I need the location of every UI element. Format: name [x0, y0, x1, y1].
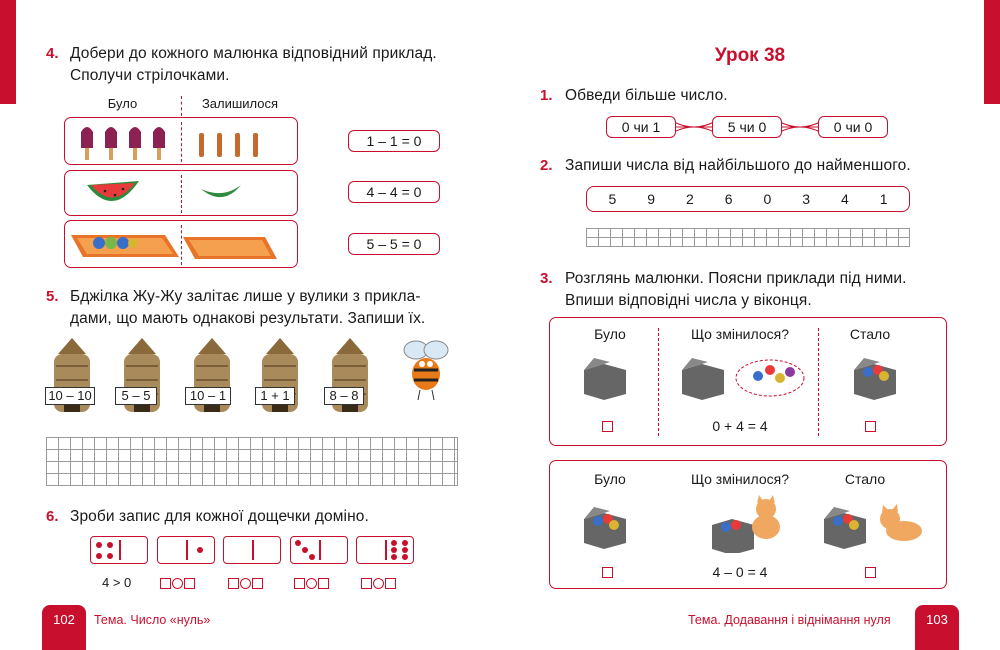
task4-number: 4.: [46, 45, 59, 62]
domino-5[interactable]: [356, 536, 414, 564]
panel1-before-box[interactable]: [602, 421, 613, 432]
panel1-changed-label: Що змінилося?: [691, 326, 789, 342]
task3-number: 3.: [540, 270, 553, 287]
task4-text: [70, 43, 437, 87]
tray-icon: [65, 221, 299, 269]
task5-text: [70, 286, 425, 330]
domino-answer-box-5[interactable]: [361, 575, 396, 590]
task3-text: [565, 268, 907, 312]
compare-pair-1[interactable]: 0 чи 1: [606, 116, 676, 138]
task3-text-line2: Впиши відповідні числа у віконця.: [565, 292, 812, 309]
left-page-topic: Тема. Число «нуль»: [94, 613, 211, 627]
panel2-after-box[interactable]: [865, 567, 876, 578]
panel2-boxes-cat-icon: [580, 493, 940, 553]
hive-label-5: 8 – 8: [324, 387, 364, 405]
writing-grid-task5[interactable]: [46, 437, 458, 486]
picture-row-popsicles[interactable]: [64, 117, 298, 165]
number-3: 2: [685, 191, 694, 207]
panel1-boxes-icon: [580, 354, 910, 404]
task5-text-line2: дами, що мають однакові результати. Запиши їх.: [70, 310, 426, 327]
number-7: 4: [840, 191, 849, 207]
task2-number: 2.: [540, 157, 553, 174]
compare-pair-3[interactable]: 0 чи 0: [818, 116, 888, 138]
col-after-label: Залишилося: [201, 96, 279, 111]
example-box-2[interactable]: 4 – 4 = 0: [348, 181, 440, 203]
number-2: 9: [647, 191, 656, 207]
panel1-before-label: Було: [594, 326, 626, 342]
domino-2[interactable]: [157, 536, 215, 564]
task5-text-line1: Бджілка Жу-Жу залітає лише у вулики з прикла-: [70, 288, 421, 305]
number-8: 1: [879, 191, 888, 207]
panel2-before-label: Було: [594, 471, 626, 487]
popsicles-icon: [65, 118, 299, 166]
panel2-equation: 4 – 0 = 4: [712, 564, 768, 580]
task5-number: 5.: [46, 288, 59, 305]
compare-pair-2[interactable]: 5 чи 0: [712, 116, 782, 138]
example-box-1[interactable]: 1 – 1 = 0: [348, 130, 440, 152]
example-box-3[interactable]: 5 – 5 = 0: [348, 233, 440, 255]
writing-grid-task2[interactable]: [586, 228, 910, 247]
task4-text-line2: Сполучи стрілочками.: [70, 67, 230, 84]
domino-1[interactable]: [90, 536, 148, 564]
left-page-tab: [0, 0, 16, 104]
picture-row-watermelon[interactable]: [64, 170, 298, 216]
domino-answer-box-4[interactable]: [294, 575, 329, 590]
hive-label-3: 10 – 1: [185, 387, 231, 405]
task6-text: Зроби запис для кожної дощечки доміно.: [70, 508, 369, 525]
domino-3[interactable]: [223, 536, 281, 564]
task4-text-line1: Добери до кожного малюнка відповідний приклад.: [70, 45, 437, 62]
panel2-before-box[interactable]: [602, 567, 613, 578]
hive-label-1: 10 – 10: [45, 387, 95, 405]
number-4: 6: [724, 191, 733, 207]
number-6: 3: [802, 191, 811, 207]
task2-text: Запиши числа від найбільшого до найменшого.: [565, 157, 911, 174]
panel2-after-label: Стало: [844, 471, 886, 487]
task3-text-line1: Розглянь малюнки. Поясни приклади під ними.: [565, 270, 907, 287]
number-1: 5: [608, 191, 617, 207]
domino-4[interactable]: [290, 536, 348, 564]
number-5: 0: [763, 191, 772, 207]
beehives-icon: [40, 336, 460, 416]
task1-text: Обведи більше число.: [565, 87, 728, 104]
hive-label-4: 1 + 1: [255, 387, 295, 405]
picture-row-tray[interactable]: [64, 220, 298, 268]
col-before-label: Було: [107, 96, 138, 111]
lesson-title: Урок 38: [714, 45, 786, 66]
task3-panel-2: [549, 460, 947, 589]
bee-icon: [398, 336, 454, 406]
watermelon-icon: [65, 171, 299, 217]
right-page-number: 103: [915, 605, 959, 650]
domino-answer-1: 4 > 0: [102, 575, 132, 590]
task6-number: 6.: [46, 508, 59, 525]
domino-answer-box-3[interactable]: [228, 575, 263, 590]
hive-label-2: 5 – 5: [115, 387, 157, 405]
numbers-strip: [586, 186, 910, 212]
panel1-after-box[interactable]: [865, 421, 876, 432]
panel1-equation: 0 + 4 = 4: [712, 418, 768, 434]
panel2-changed-label: Що змінилося?: [691, 471, 789, 487]
right-page-topic: Тема. Додавання і віднімання нуля: [688, 613, 891, 627]
task1-number: 1.: [540, 87, 553, 104]
right-page-tab: [984, 0, 1000, 104]
task3-panel-1: [549, 317, 947, 446]
left-page-number: 102: [42, 605, 86, 650]
domino-answer-box-2[interactable]: [160, 575, 195, 590]
panel1-after-label: Стало: [849, 326, 891, 342]
